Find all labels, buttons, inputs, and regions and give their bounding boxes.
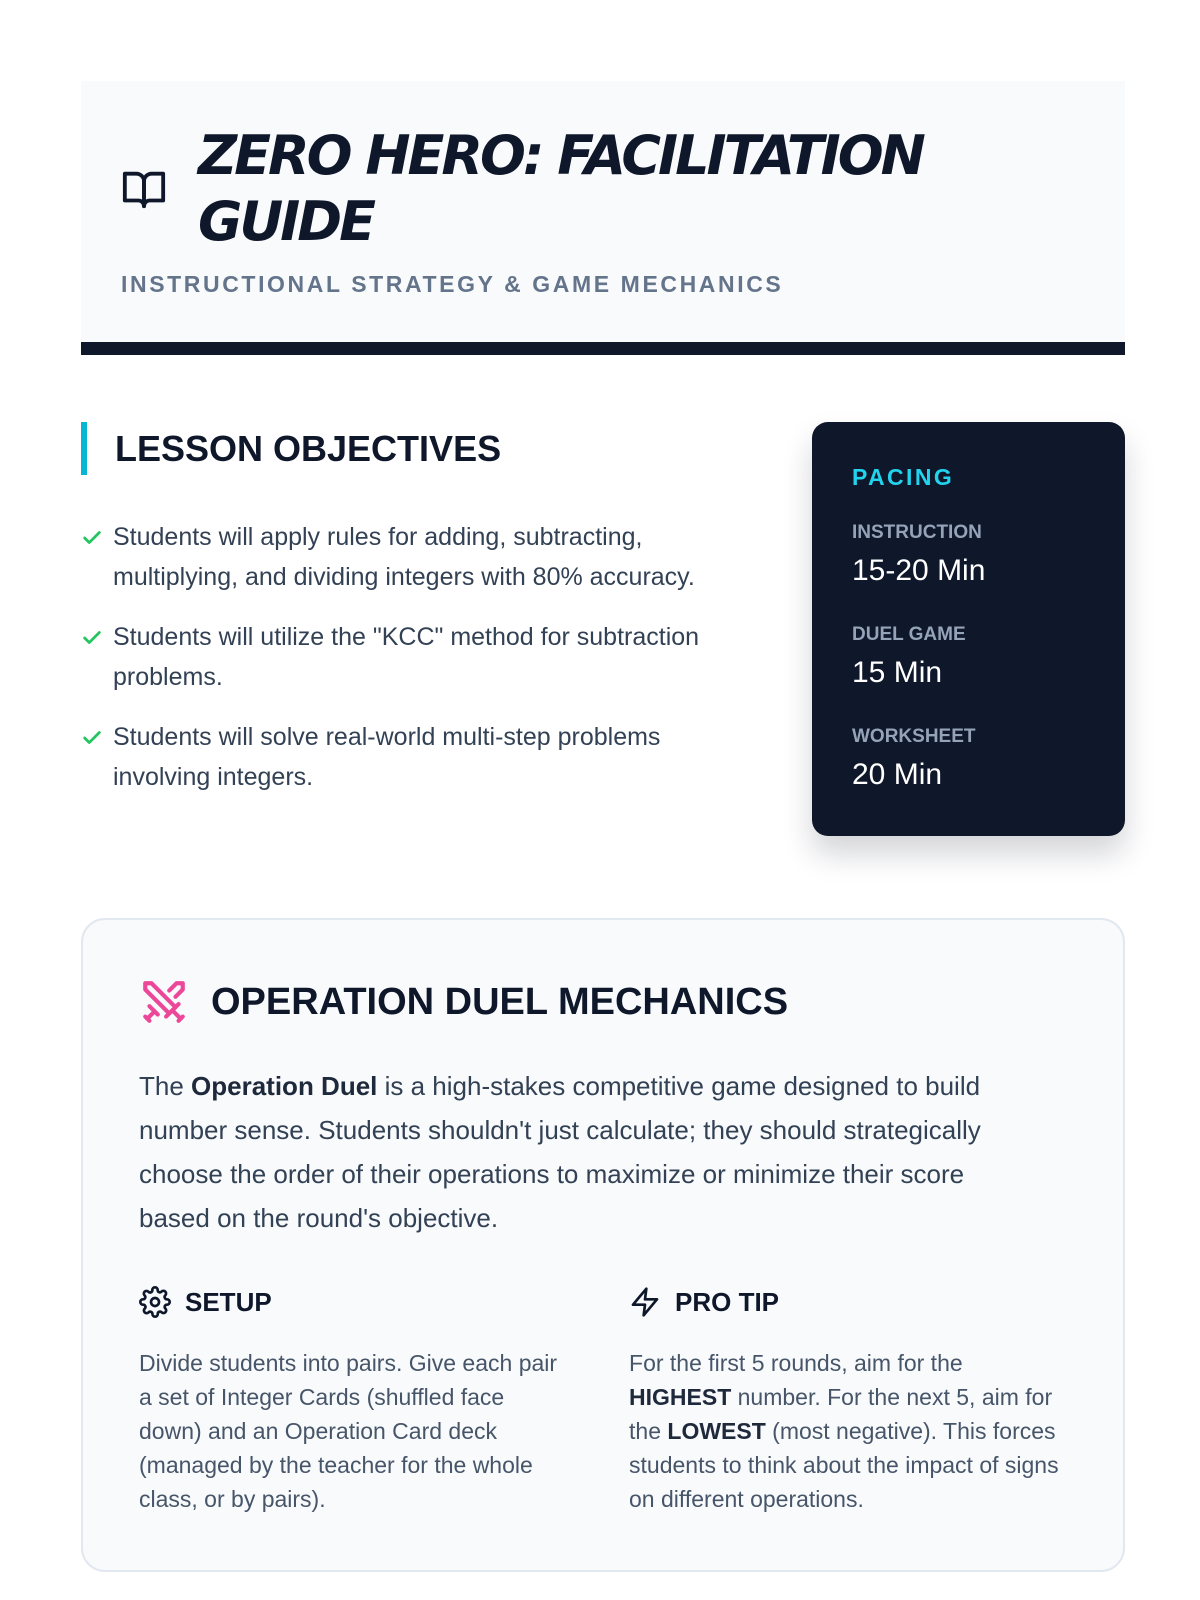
- pacing-row-worksheet: [852, 725, 1085, 797]
- lightning-icon: [629, 1286, 661, 1318]
- pacing-label: DUEL GAME: [852, 624, 966, 645]
- objective-item: [81, 517, 761, 597]
- check-icon: [81, 727, 103, 749]
- pacing-card: [812, 422, 1125, 836]
- mechanics-columns: [139, 1282, 1067, 1516]
- check-icon: [81, 627, 103, 649]
- intro-text-bold: Operation Duel: [191, 1071, 378, 1101]
- pacing-value: 20 Min: [852, 758, 943, 791]
- page-title: ZERO HERO: FACILITATION GUIDE: [198, 124, 923, 253]
- objective-text: Students will solve real-world multi-step problems involving integers.: [113, 723, 661, 791]
- objective-text: Students will apply rules for adding, subtracting, multiplying, and dividing integers with 80% accuracy.: [113, 523, 695, 591]
- page-header: [81, 81, 1125, 355]
- pacing-value: 15 Min: [852, 656, 943, 689]
- operation-duel-section: [81, 918, 1125, 1572]
- objectives-list: [81, 517, 761, 797]
- objective-text: Students will utilize the "KCC" method for subtraction problems.: [113, 623, 700, 691]
- page-subtitle: INSTRUCTIONAL STRATEGY & GAME MECHANICS: [121, 271, 784, 297]
- intro-text-pre: The: [139, 1071, 192, 1101]
- pro-tip-title: PRO TIP: [675, 1286, 780, 1317]
- pacing-value: 15-20 Min: [852, 554, 986, 587]
- pro-tip-lowest: LOWEST: [667, 1418, 766, 1444]
- lesson-objectives-section: [81, 422, 761, 817]
- intro-text-post: is a high-stakes competitive game designed to build number sense. Students shouldn't just calculate; they should strategically choose the order of their operations to maximize or minimize their score based on the round's objective.: [139, 1071, 981, 1233]
- objective-item: [81, 717, 761, 797]
- setup-column: [139, 1282, 569, 1516]
- lesson-objectives-title: LESSON OBJECTIVES: [81, 422, 761, 475]
- pacing-title: PACING: [852, 464, 955, 490]
- pacing-row-instruction: [852, 521, 1085, 593]
- gear-icon: [139, 1286, 171, 1318]
- objective-item: [81, 617, 761, 697]
- pro-tip-column: [629, 1282, 1067, 1516]
- mechanics-intro: [139, 1064, 1039, 1240]
- pacing-label: WORKSHEET: [852, 726, 976, 747]
- pacing-row-duel-game: [852, 623, 1085, 695]
- book-open-icon: [121, 166, 167, 212]
- mechanics-header: [139, 976, 1067, 1028]
- setup-header: [139, 1282, 569, 1322]
- mechanics-title: OPERATION DUEL MECHANICS: [211, 980, 789, 1023]
- pro-tip-highest: HIGHEST: [629, 1384, 732, 1410]
- crossed-swords-icon: [139, 977, 189, 1027]
- pro-tip-text-1: For the first 5 rounds, aim for the: [629, 1350, 963, 1376]
- pro-tip-text: [629, 1346, 1067, 1516]
- pro-tip-text-3: (most negative). This forces students to think about the impact of signs on different operations.: [629, 1418, 1059, 1512]
- pro-tip-header: [629, 1282, 1067, 1322]
- setup-text: Divide students into pairs. Give each pair a set of Integer Cards (shuffled face down) and an Operation Card deck (managed by the teacher for the whole class, or by pairs).: [139, 1350, 558, 1512]
- pacing-label: INSTRUCTION: [852, 522, 982, 543]
- check-icon: [81, 527, 103, 549]
- setup-title: SETUP: [185, 1286, 272, 1317]
- pro-tip-text-2: number. For the next 5, aim for the: [629, 1384, 1053, 1444]
